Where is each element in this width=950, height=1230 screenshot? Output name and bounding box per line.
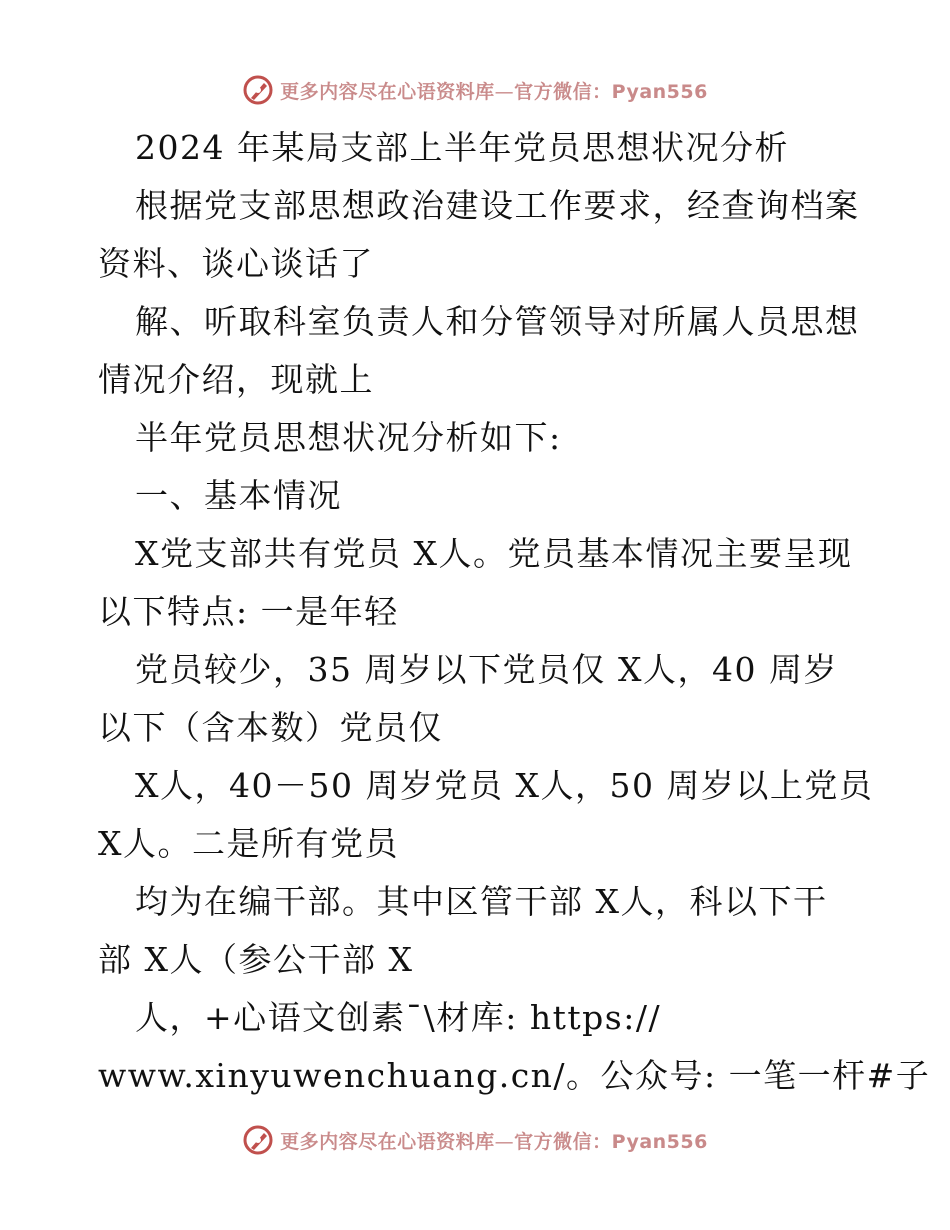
watermark-text: 更多内容尽在心语资料库—官方微信：Pyan556 [280, 1130, 708, 1153]
paragraph-line: 情况介绍，现就上 [98, 360, 374, 399]
document-title: 2024 年某局支部上半年党员思想状况分析 [135, 128, 789, 167]
paragraph-line: 人，+心语文创素¯\材库: https:// [135, 998, 662, 1037]
footer-watermark [0, 1120, 950, 1160]
paragraph-line: www.xinyuwenchuang.cn/。公众号: 一笔一杆#子 [98, 1056, 931, 1095]
paragraph-line: 均为在编干部。其中区管干部 X人，科以下干 [135, 882, 828, 921]
paragraph-line: X人。二是所有党员 [98, 824, 399, 863]
paragraph-line: 资料、谈心谈话了 [98, 244, 374, 283]
watermark-text: 更多内容尽在心语资料库—官方微信：Pyan556 [280, 80, 708, 103]
paragraph-line: 部 X人（参公干部 X [98, 940, 414, 979]
paragraph-line: 党员较少，35 周岁以下党员仅 X人，40 周岁 [135, 650, 838, 689]
pen-logo-icon [242, 1124, 274, 1156]
pen-logo-icon [242, 74, 274, 106]
header-watermark [0, 70, 950, 110]
section-heading: 一、基本情况 [135, 476, 342, 515]
paragraph-line: 解、听取科室负责人和分管领导对所属人员思想 [135, 302, 860, 341]
paragraph-line: X党支部共有党员 X人。党员基本情况主要呈现 [135, 534, 853, 573]
paragraph-line: 以下（含本数）党员仅 [98, 708, 443, 747]
paragraph-line: 根据党支部思想政治建设工作要求，经查询档案 [135, 186, 860, 225]
paragraph-line: 以下特点: 一是年轻 [98, 592, 399, 631]
paragraph-line: 半年党员思想状况分析如下: [135, 418, 562, 457]
paragraph-line: X人，40－50 周岁党员 X人，50 周岁以上党员 [135, 766, 874, 805]
